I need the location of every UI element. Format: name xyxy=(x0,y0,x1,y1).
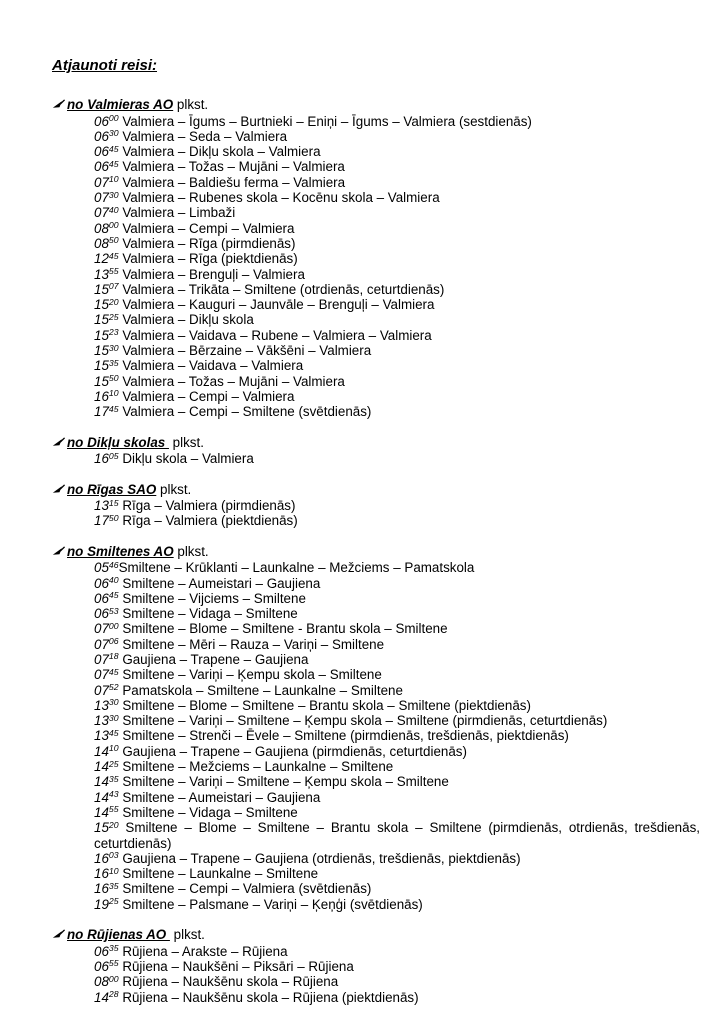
departure-time xyxy=(94,451,119,466)
departure-time xyxy=(94,974,119,989)
departure-minutes: 45 xyxy=(108,590,119,601)
departure-minutes: 40 xyxy=(108,575,119,585)
departure-hour: 07 xyxy=(94,205,109,221)
departure-hour: 14 xyxy=(94,774,109,790)
departure-hour: 06 xyxy=(94,575,109,591)
route-entry xyxy=(94,236,700,251)
departure-hour: 17 xyxy=(94,513,109,529)
route-entry xyxy=(94,389,700,404)
departure-minutes: 55 xyxy=(108,958,119,969)
departure-time xyxy=(94,698,119,713)
route-entry xyxy=(94,744,700,759)
departure-time xyxy=(94,190,119,205)
departure-minutes: 03 xyxy=(108,850,119,861)
departure-time xyxy=(94,374,119,389)
departure-minutes: 07 xyxy=(108,281,119,292)
section-header xyxy=(52,482,700,498)
departure-minutes: 00 xyxy=(108,220,119,231)
route-text: Smiltene – Krūklanti – Launkalne – Mežciems – Pamatskola xyxy=(118,560,475,576)
route-entry xyxy=(94,897,700,912)
route-entry xyxy=(94,713,700,728)
route-text: Smiltene – Aumeistari – Gaujiena xyxy=(122,575,321,591)
route-text: Smiltene – Strenči – Ēvele – Smiltene (pirmdienās, trešdienās, piektdienās) xyxy=(122,728,569,744)
departure-minutes: 06 xyxy=(108,636,119,647)
section-name: no Dikļu skolas xyxy=(67,434,169,450)
departure-hour: 06 xyxy=(94,958,109,974)
departure-time xyxy=(94,683,119,698)
route-text: Rīga – Valmiera (pirmdienās) xyxy=(122,498,296,514)
route-text: Smiltene – Aumeistari – Gaujiena xyxy=(122,789,321,805)
section-header xyxy=(52,927,700,943)
departure-time xyxy=(94,236,119,251)
departure-minutes: 25 xyxy=(108,758,119,769)
route-text: Smiltene – Cempi – Valmiera (svētdienās) xyxy=(122,881,372,897)
route-text: Smiltene – Blome – Smiltene - Brantu skola – Smiltene xyxy=(122,621,448,637)
departure-hour: 08 xyxy=(94,235,109,251)
route-text: Smiltene – Variņi – Smiltene – Ķempu skola – Smiltene (pirmdienās, ceturtdienās) xyxy=(122,713,608,729)
page-title: Atjaunoti reisi: xyxy=(52,57,158,74)
route-entry xyxy=(94,805,700,820)
schedule-section xyxy=(52,927,700,1004)
route-entry xyxy=(94,404,700,419)
section-name: no Rūjienas AO xyxy=(67,927,170,943)
route-text: Smiltene – Blome – Smiltene – Brantu skola – Smiltene (piektdienās) xyxy=(122,697,531,713)
arrowhead-pointer-icon xyxy=(52,436,65,451)
departure-hour: 07 xyxy=(94,174,109,190)
departure-minutes: 45 xyxy=(108,727,119,738)
departure-time xyxy=(94,175,119,190)
route-text: Valmiera – Rīga (pirmdienās) xyxy=(122,235,296,251)
route-text: Rīga – Valmiera (piektdienās) xyxy=(122,513,298,529)
route-text: Valmiera – Seda – Valmiera xyxy=(122,128,288,144)
schedule-section xyxy=(52,435,700,467)
route-text: Rūjiena – Naukšēni – Piksāri – Rūjiena xyxy=(122,958,354,974)
route-entry xyxy=(94,576,700,591)
departure-hour: 05 xyxy=(94,560,109,576)
departure-time xyxy=(94,221,119,236)
section-suffix: plkst. xyxy=(173,97,209,113)
departure-time xyxy=(94,774,119,789)
route-entry xyxy=(94,944,700,959)
departure-minutes: 25 xyxy=(108,311,119,322)
departure-minutes: 30 xyxy=(108,189,119,200)
arrowhead-pointer-icon xyxy=(52,928,65,943)
departure-minutes: 30 xyxy=(108,342,119,353)
departure-time xyxy=(94,820,119,835)
departure-minutes: 35 xyxy=(108,357,119,368)
route-text: Gaujiena – Trapene – Gaujiena (otrdienās, trešdienās, piektdienās) xyxy=(122,850,521,866)
departure-time xyxy=(94,513,119,528)
departure-minutes: 45 xyxy=(108,403,119,414)
schedule-section xyxy=(52,97,700,419)
departure-time xyxy=(94,621,119,636)
section-suffix: plkst. xyxy=(156,481,192,497)
departure-hour: 14 xyxy=(94,789,109,805)
schedule-section xyxy=(52,544,700,912)
route-entry xyxy=(94,297,700,312)
route-entry xyxy=(94,759,700,774)
departure-hour: 14 xyxy=(94,989,109,1005)
route-text: Pamatskola – Smiltene – Launkalne – Smiltene xyxy=(122,682,403,698)
route-text: Smiltene – Launkalne – Smiltene xyxy=(122,866,319,882)
departure-minutes: 45 xyxy=(108,666,119,677)
route-entry xyxy=(94,959,700,974)
departure-hour: 06 xyxy=(94,159,109,175)
section-suffix: plkst. xyxy=(168,434,204,450)
departure-minutes: 50 xyxy=(108,512,119,523)
departure-time xyxy=(94,159,119,174)
route-entry xyxy=(94,774,700,789)
route-entry xyxy=(94,267,700,282)
route-entry xyxy=(94,358,700,373)
departure-hour: 14 xyxy=(94,759,109,775)
departure-minutes: 10 xyxy=(108,865,119,876)
departure-hour: 07 xyxy=(94,682,109,698)
departure-time xyxy=(94,343,119,358)
departure-hour: 13 xyxy=(94,498,109,514)
route-entry xyxy=(94,621,700,636)
departure-time xyxy=(94,759,119,774)
route-entry xyxy=(94,205,700,220)
route-entry xyxy=(94,343,700,358)
route-text: Rūjiena – Naukšēnu skola – Rūjiena (piektdienās) xyxy=(122,989,419,1005)
route-text: Valmiera – Bērzaine – Vākšēni – Valmiera xyxy=(122,343,372,359)
departure-hour: 15 xyxy=(94,281,109,297)
sections xyxy=(52,97,700,1005)
route-text: Valmiera – Cempi – Smiltene (svētdienās) xyxy=(122,404,372,420)
route-text: Valmiera – Rubenes skola – Kocēnu skola – Valmiera xyxy=(122,190,440,206)
departure-hour: 13 xyxy=(94,697,109,713)
departure-minutes: 40 xyxy=(108,204,119,215)
route-text: Gaujiena – Trapene – Gaujiena (pirmdienās, ceturtdienās) xyxy=(122,743,467,759)
departure-time xyxy=(94,744,119,759)
route-text: Smiltene – Variņi – Ķempu skola – Smiltene xyxy=(122,667,382,683)
section-header xyxy=(52,97,700,113)
departure-time xyxy=(94,667,119,682)
route-entry xyxy=(94,144,700,159)
departure-minutes: 45 xyxy=(108,250,119,261)
route-entry xyxy=(94,698,700,713)
route-entry xyxy=(94,591,700,606)
route-text: Valmiera – Vaidava – Valmiera xyxy=(122,358,304,374)
departure-time xyxy=(94,129,119,144)
section-name: no Smiltenes AO xyxy=(67,543,174,559)
departure-minutes: 05 xyxy=(108,450,119,461)
route-entry xyxy=(94,851,700,866)
route-text: Valmiera – Vaidava – Rubene – Valmiera – Valmiera xyxy=(122,327,432,343)
departure-hour: 15 xyxy=(94,312,109,328)
route-entry xyxy=(94,159,700,174)
departure-time xyxy=(94,205,119,220)
route-entry xyxy=(94,790,700,805)
section-name: no Rīgas SAO xyxy=(67,481,157,497)
departure-time xyxy=(94,560,119,575)
route-text: Valmiera – Limbaži xyxy=(122,205,236,221)
departure-time xyxy=(94,358,119,373)
departure-minutes: 25 xyxy=(108,896,119,907)
route-entry xyxy=(94,652,700,667)
departure-minutes: 30 xyxy=(108,712,119,723)
route-text: Smiltene – Vijciems – Smiltene xyxy=(122,590,306,606)
section-header xyxy=(52,544,700,560)
departure-minutes: 35 xyxy=(108,880,119,891)
departure-hour: 15 xyxy=(94,343,109,359)
section-entries xyxy=(94,451,700,466)
route-text: Valmiera – Dikļu skola – Valmiera xyxy=(122,144,321,160)
departure-time xyxy=(94,851,119,866)
departure-minutes: 10 xyxy=(108,388,119,399)
departure-hour: 16 xyxy=(94,866,109,882)
departure-hour: 07 xyxy=(94,651,109,667)
route-text: Valmiera – Tožas – Mujāni – Valmiera xyxy=(122,159,345,175)
departure-hour: 08 xyxy=(94,220,109,236)
departure-time xyxy=(94,297,119,312)
departure-hour: 16 xyxy=(94,850,109,866)
route-text: Valmiera – Īgums – Burtnieki – Eniņi – Īgums – Valmiera (sestdienās) xyxy=(122,113,532,129)
departure-hour: 16 xyxy=(94,388,109,404)
departure-time xyxy=(94,990,119,1005)
route-entry xyxy=(94,683,700,698)
route-entry xyxy=(94,190,700,205)
route-text: Valmiera – Brenguļi – Valmiera xyxy=(122,266,305,282)
departure-hour: 15 xyxy=(94,373,109,389)
route-text: Valmiera – Dikļu skola xyxy=(122,312,254,328)
departure-hour: 06 xyxy=(94,606,109,622)
route-text: Valmiera – Baldiešu ferma – Valmiera xyxy=(122,174,346,190)
departure-time xyxy=(94,144,119,159)
departure-hour: 07 xyxy=(94,636,109,652)
departure-time xyxy=(94,790,119,805)
departure-hour: 14 xyxy=(94,743,109,759)
route-text: Dikļu skola – Valmiera xyxy=(122,451,254,467)
departure-minutes: 45 xyxy=(108,158,119,169)
departure-minutes: 50 xyxy=(108,235,119,246)
departure-hour: 14 xyxy=(94,804,109,820)
departure-time xyxy=(94,637,119,652)
departure-hour: 06 xyxy=(94,128,109,144)
departure-hour: 13 xyxy=(94,266,109,282)
section-entries xyxy=(94,944,700,1005)
route-entry xyxy=(94,513,700,528)
arrowhead-pointer-icon xyxy=(52,483,65,498)
departure-minutes: 35 xyxy=(108,773,119,784)
departure-minutes: 55 xyxy=(108,266,119,277)
route-entry xyxy=(94,129,700,144)
route-text: Valmiera – Rīga (piektdienās) xyxy=(122,251,298,267)
arrowhead-pointer-icon xyxy=(52,98,65,113)
departure-minutes: 20 xyxy=(108,296,119,307)
section-entries xyxy=(94,498,700,529)
departure-hour: 13 xyxy=(94,713,109,729)
route-entry xyxy=(94,498,700,513)
departure-minutes: 30 xyxy=(108,697,119,708)
departure-hour: 15 xyxy=(94,327,109,343)
departure-hour: 07 xyxy=(94,190,109,206)
route-text: Rūjiena – Arakste – Rūjiena xyxy=(122,943,288,959)
departure-minutes: 00 xyxy=(108,113,119,124)
route-entry xyxy=(94,667,700,682)
departure-time xyxy=(94,728,119,743)
departure-time xyxy=(94,251,119,266)
departure-minutes: 10 xyxy=(108,743,119,754)
departure-time xyxy=(94,282,119,297)
departure-minutes: 10 xyxy=(108,174,119,185)
departure-time xyxy=(94,328,119,343)
departure-minutes: 20 xyxy=(108,819,119,830)
route-text: Valmiera – Cempi – Valmiera xyxy=(122,388,295,404)
route-entry xyxy=(94,451,700,466)
departure-minutes: 46 xyxy=(108,559,119,570)
departure-time xyxy=(94,866,119,881)
departure-minutes: 28 xyxy=(108,989,119,1000)
route-text: Gaujiena – Trapene – Gaujiena xyxy=(122,651,309,667)
departure-hour: 06 xyxy=(94,943,109,959)
departure-time xyxy=(94,498,119,513)
departure-minutes: 15 xyxy=(108,497,119,508)
departure-time xyxy=(94,805,119,820)
route-entry xyxy=(94,606,700,621)
departure-minutes: 30 xyxy=(108,128,119,139)
route-entry xyxy=(94,866,700,881)
departure-hour: 15 xyxy=(94,297,109,313)
departure-time xyxy=(94,606,119,621)
route-entry xyxy=(94,974,700,989)
route-text: Valmiera – Tožas – Mujāni – Valmiera xyxy=(122,373,345,389)
departure-time xyxy=(94,312,119,327)
departure-hour: 07 xyxy=(94,667,109,683)
departure-minutes: 52 xyxy=(108,682,119,693)
departure-hour: 16 xyxy=(94,881,109,897)
route-entry xyxy=(94,221,700,236)
departure-time xyxy=(94,389,119,404)
route-text: Smiltene – Mežciems – Launkalne – Smiltene xyxy=(122,759,394,775)
schedule-section xyxy=(52,482,700,529)
route-entry xyxy=(94,328,700,343)
route-entry xyxy=(94,251,700,266)
route-entry xyxy=(94,728,700,743)
departure-hour: 15 xyxy=(94,820,109,836)
departure-minutes: 00 xyxy=(108,620,119,631)
departure-minutes: 35 xyxy=(108,943,119,954)
departure-hour: 13 xyxy=(94,728,109,744)
route-entry xyxy=(94,282,700,297)
departure-time xyxy=(94,404,119,419)
departure-hour: 12 xyxy=(94,251,109,267)
departure-hour: 19 xyxy=(94,896,109,912)
departure-time xyxy=(94,881,119,896)
route-entry xyxy=(94,637,700,652)
departure-hour: 06 xyxy=(94,144,109,160)
departure-hour: 15 xyxy=(94,358,109,374)
departure-time xyxy=(94,267,119,282)
section-header xyxy=(52,435,700,451)
departure-minutes: 23 xyxy=(108,327,119,338)
route-text: Smiltene – Blome – Smiltene – Brantu skola – Smiltene (pirmdienās, otrdienās, trešdienās, ceturtdienās) xyxy=(94,820,700,851)
departure-minutes: 55 xyxy=(108,804,119,815)
route-text: Smiltene – Palsmane – Variņi – Ķeņģi (svētdienās) xyxy=(122,896,423,912)
departure-time xyxy=(94,576,119,591)
departure-hour: 07 xyxy=(94,621,109,637)
departure-hour: 08 xyxy=(94,974,109,990)
route-entry xyxy=(94,820,700,851)
route-text: Valmiera – Cempi – Valmiera xyxy=(122,220,295,236)
section-entries xyxy=(94,114,700,420)
departure-time xyxy=(94,897,119,912)
route-entry xyxy=(94,175,700,190)
departure-hour: 06 xyxy=(94,590,109,606)
departure-minutes: 43 xyxy=(108,789,119,800)
route-text: Valmiera – Kauguri – Jaunvāle – Brenguļi – Valmiera xyxy=(122,297,435,313)
departure-time xyxy=(94,591,119,606)
departure-time xyxy=(94,652,119,667)
route-text: Smiltene – Variņi – Smiltene – Ķempu skola – Smiltene xyxy=(122,774,449,790)
route-text: Smiltene – Vidaga – Smiltene xyxy=(122,804,298,820)
departure-time xyxy=(94,944,119,959)
departure-time xyxy=(94,713,119,728)
route-entry xyxy=(94,881,700,896)
departure-hour: 17 xyxy=(94,404,109,420)
arrowhead-pointer-icon xyxy=(52,545,65,560)
route-entry xyxy=(94,312,700,327)
section-suffix: plkst. xyxy=(173,543,209,559)
departure-time xyxy=(94,114,119,129)
departure-minutes: 18 xyxy=(108,651,119,662)
departure-time xyxy=(94,959,119,974)
route-entry xyxy=(94,374,700,389)
departure-minutes: 50 xyxy=(108,373,119,384)
departure-minutes: 53 xyxy=(108,605,119,616)
route-text: Smiltene – Mēri – Rauza – Variņi – Smiltene xyxy=(122,636,385,652)
section-entries xyxy=(94,560,700,912)
route-entry xyxy=(94,560,700,575)
departure-minutes: 00 xyxy=(108,973,119,984)
route-entry xyxy=(94,990,700,1005)
route-entry xyxy=(94,114,700,129)
route-text: Smiltene – Vidaga – Smiltene xyxy=(122,606,298,622)
route-text: Rūjiena – Naukšēnu skola – Rūjiena xyxy=(122,974,339,990)
departure-hour: 16 xyxy=(94,451,109,467)
section-name: no Valmieras AO xyxy=(67,97,174,113)
route-text: Valmiera – Trikāta – Smiltene (otrdienās, ceturtdienās) xyxy=(122,281,445,297)
section-suffix: plkst. xyxy=(169,927,205,943)
departure-minutes: 45 xyxy=(108,143,119,154)
departure-hour: 06 xyxy=(94,113,109,129)
